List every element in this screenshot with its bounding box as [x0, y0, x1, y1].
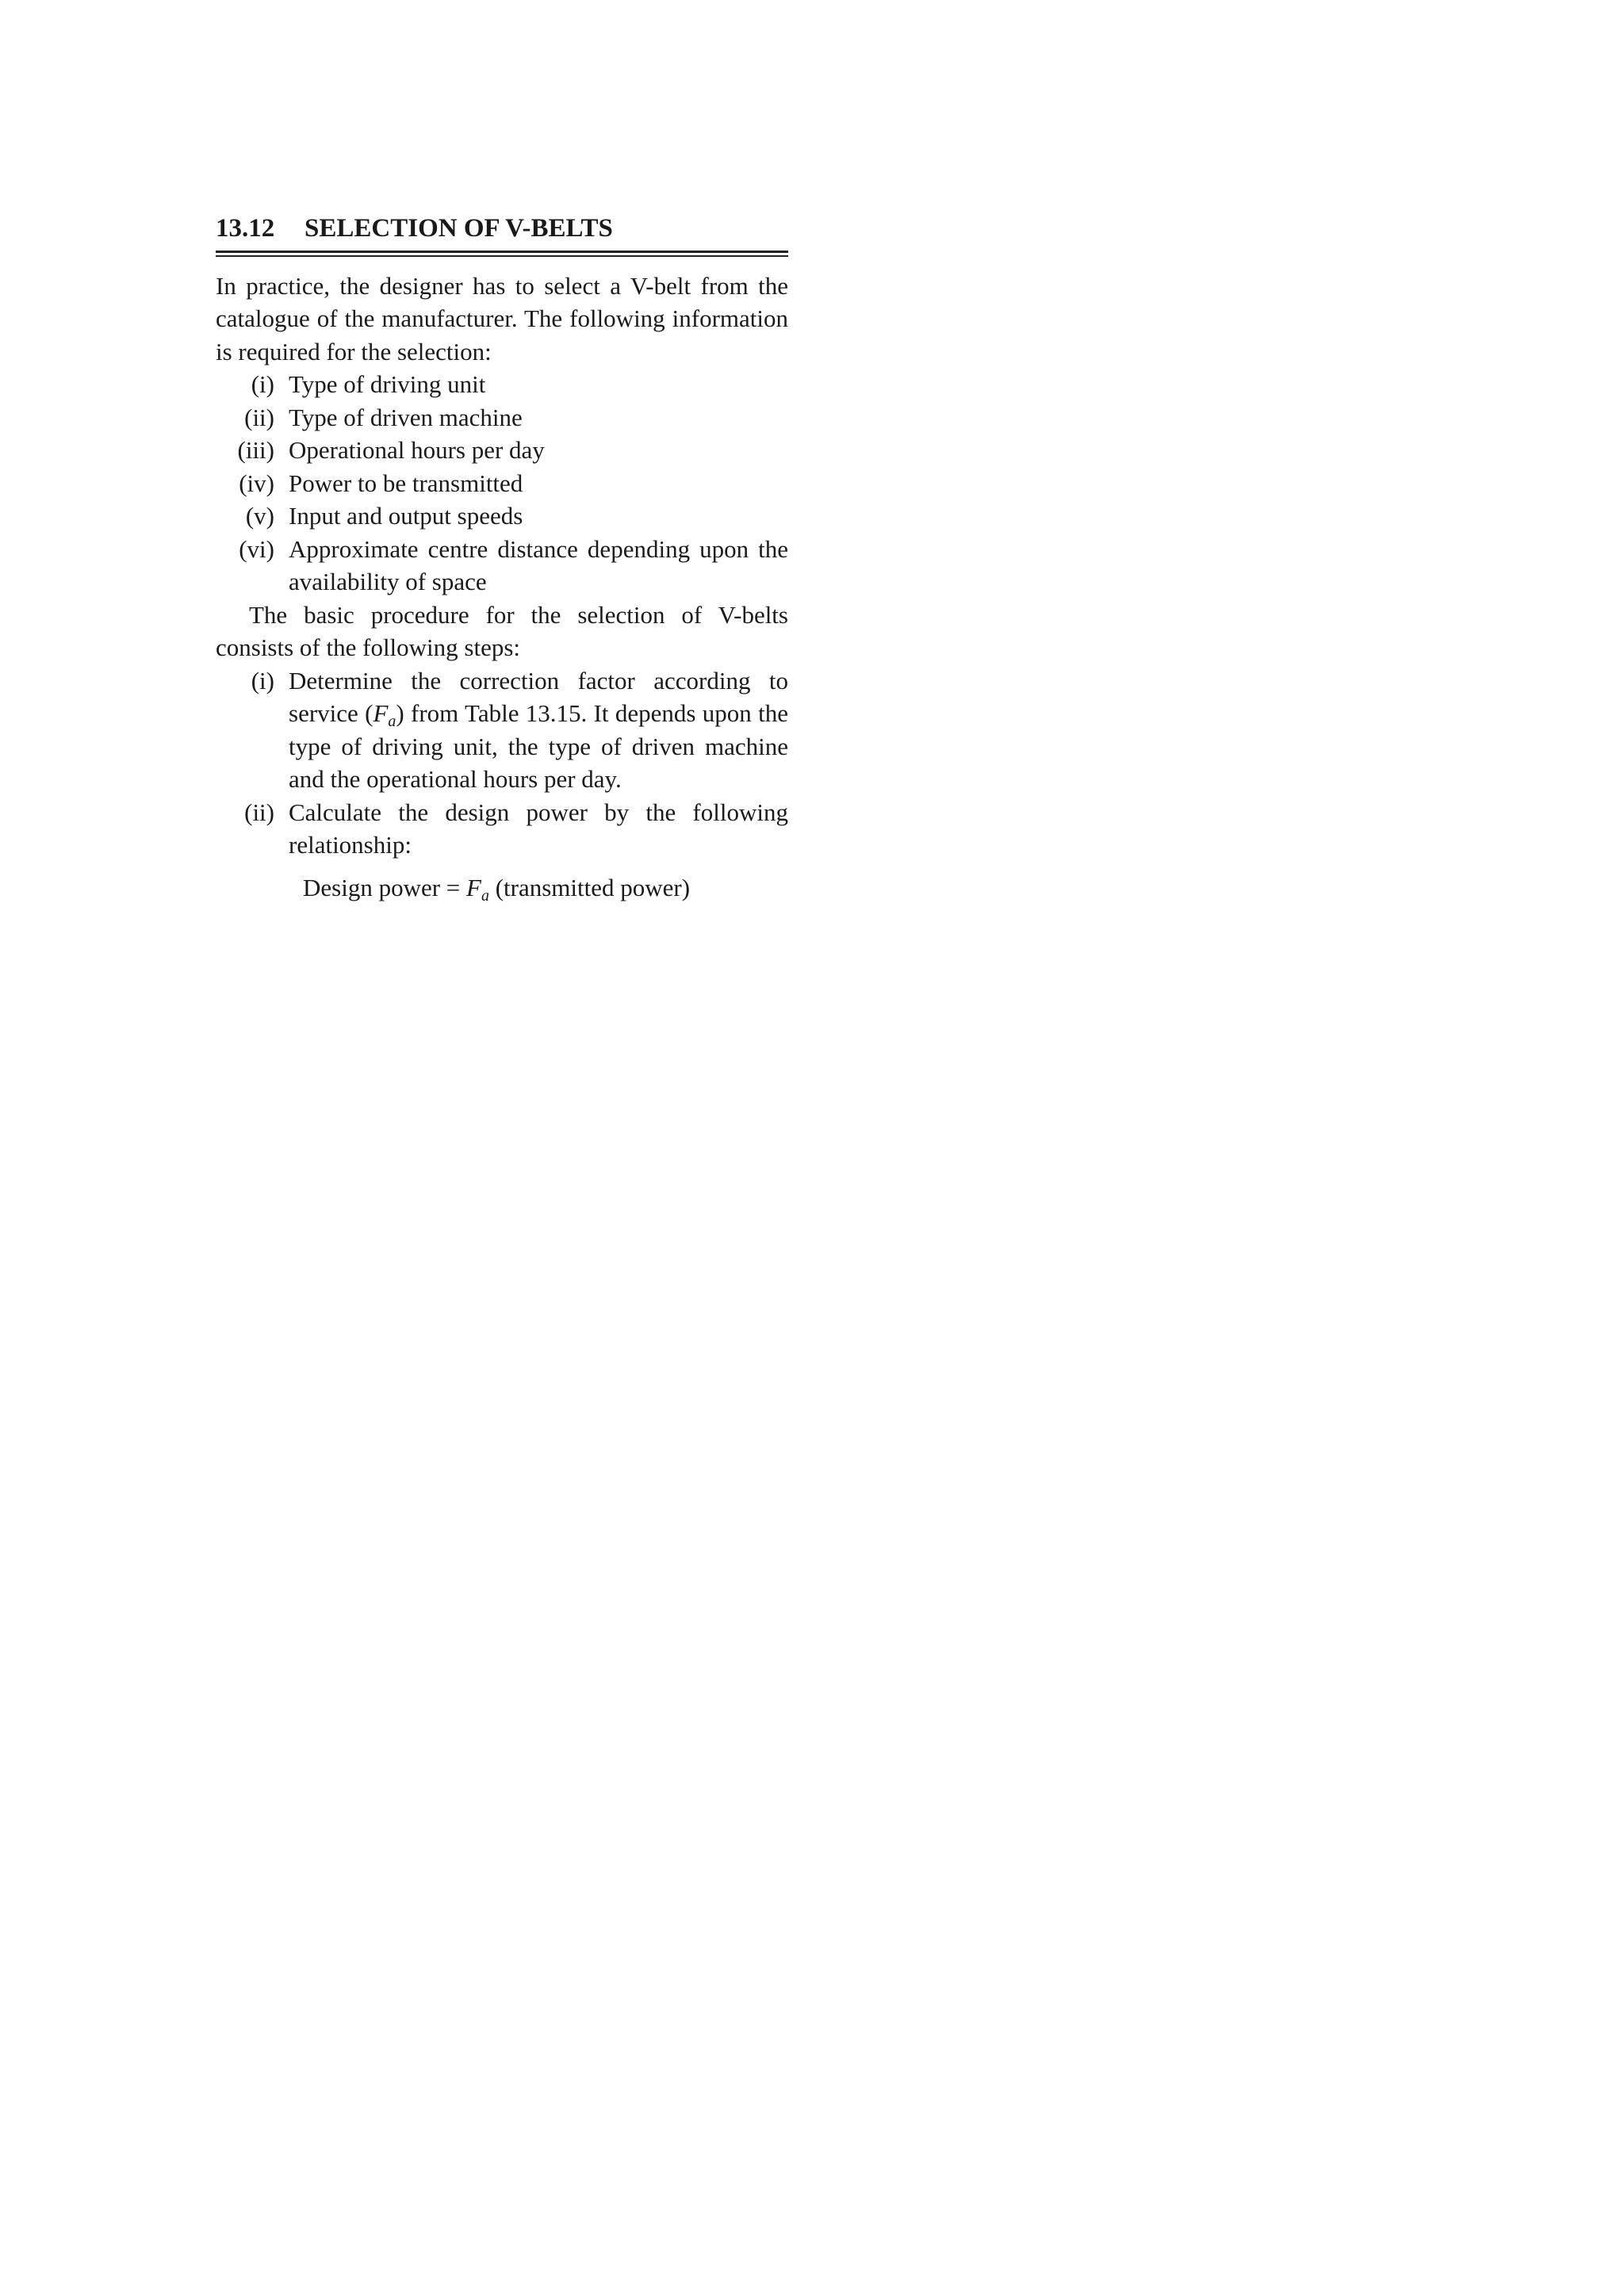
list-item-text: Approximate centre distance depending upon the availability of space [289, 534, 788, 595]
step-marker: (ii) [244, 798, 274, 826]
factor-subscript: a [388, 713, 396, 730]
step-marker: (i) [251, 666, 274, 695]
formula-symbol: F [466, 873, 481, 901]
formula-rhs: (transmitted power) [488, 873, 691, 901]
step-text: Calculate the design power by the following relationship: [289, 798, 788, 859]
section-number: 13.12 [216, 214, 275, 243]
procedure-intro-paragraph: The basic procedure for the selection of V-belts consists of the following steps: [216, 600, 788, 661]
list-marker: (vi) [239, 534, 274, 563]
list-item-text: Power to be transmitted [289, 469, 523, 497]
design-power-formula [216, 871, 788, 905]
list-item [216, 401, 788, 434]
list-marker: (iv) [239, 469, 274, 497]
document-page [216, 212, 788, 904]
intro-paragraph: In practice, the designer has to select a V-belt from the catalogue of the manufacturer. The following information is required for the selection: [216, 271, 788, 365]
list-marker: (v) [245, 502, 274, 530]
list-marker: (ii) [244, 403, 274, 431]
formula-subscript: a [481, 886, 489, 905]
step-item [216, 664, 788, 796]
step-text-after: ) from Table 13.15. It depends upon the type of driving unit, the type of driven machine and the operational hours per day. [289, 699, 788, 793]
list-item-text: Type of driving unit [289, 370, 486, 398]
factor-symbol: F [373, 699, 389, 727]
formula-lhs: Design power = [303, 873, 467, 901]
list-item [216, 467, 788, 500]
list-item [216, 533, 788, 599]
heading-rule-thin [216, 255, 788, 257]
step-text-before: Determine the correction factor according to service ( [289, 666, 788, 727]
section-heading [216, 212, 788, 244]
list-marker: (iii) [237, 436, 274, 464]
list-item [216, 368, 788, 401]
requirements-list [216, 368, 788, 599]
section-title: SELECTION OF V-BELTS [304, 214, 613, 243]
step-item [216, 796, 788, 862]
list-item [216, 499, 788, 533]
list-item [216, 434, 788, 467]
list-item-text: Input and output speeds [289, 502, 523, 530]
list-marker: (i) [251, 370, 274, 398]
heading-rule-thick [216, 251, 788, 253]
steps-list [216, 664, 788, 862]
list-item-text: Operational hours per day [289, 436, 545, 464]
list-item-text: Type of driven machine [289, 403, 523, 431]
